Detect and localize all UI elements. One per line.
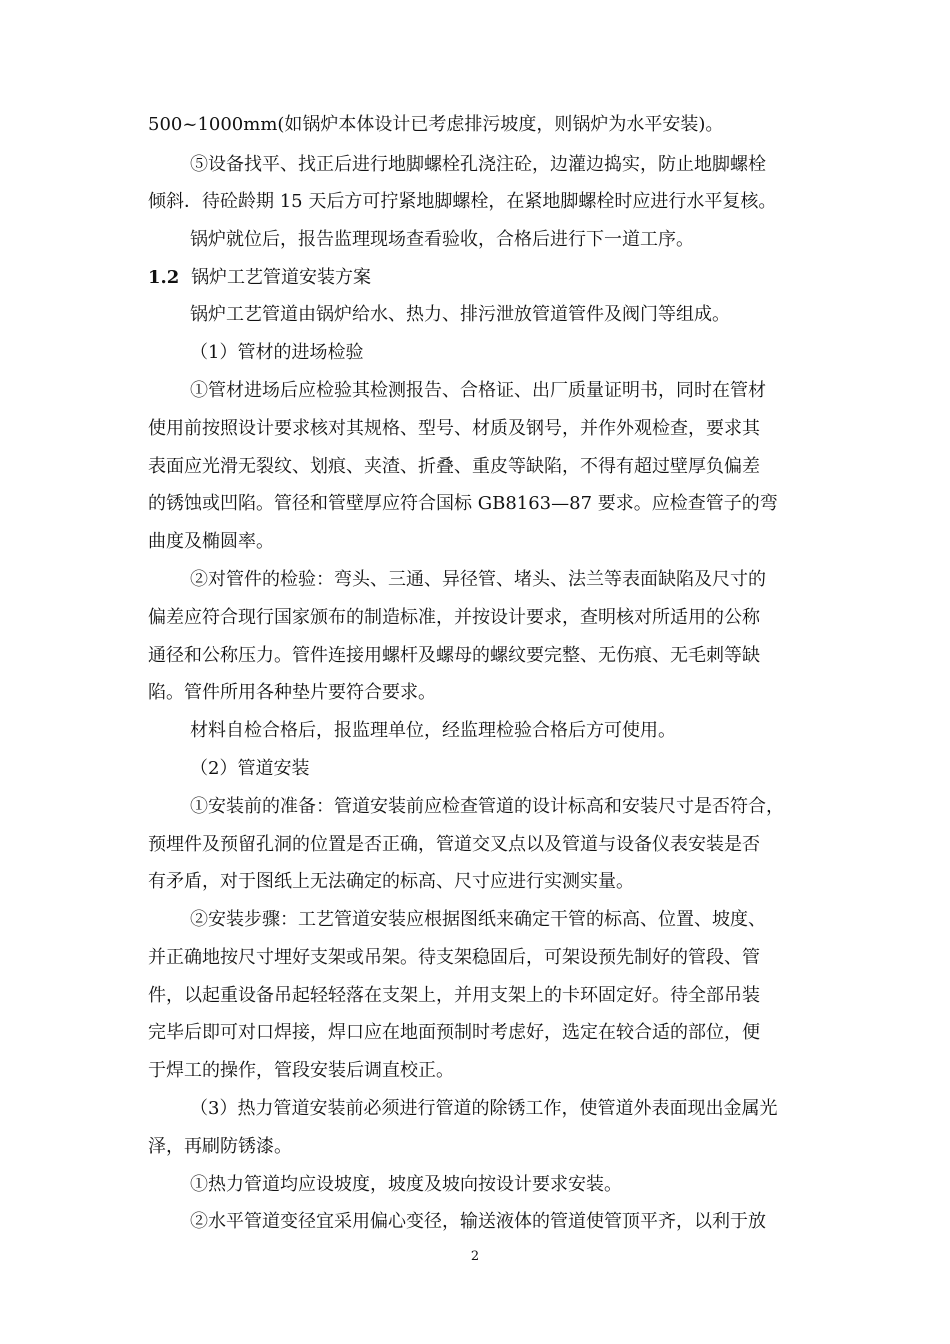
section-heading-text: 锅炉工艺管道安装方案 <box>191 267 372 288</box>
text-line: 泽，再刷防锈漆。 <box>148 1136 292 1157</box>
text-line: 完毕后即可对口焊接，焊口应在地面预制时考虑好，选定在较合适的部位，便 <box>148 1022 760 1043</box>
text-line: 预埋件及预留孔洞的位置是否正确，管道交叉点以及管道与设备仪表安装是否 <box>148 834 760 855</box>
text-line: 的锈蚀或凹陷。管径和管壁厚应符合国标 GB8163—87 要求。应检查管子的弯 <box>148 493 778 514</box>
text-line: ①安装前的准备：管道安装前应检查管道的设计标高和安装尺寸是否符合， <box>190 796 784 817</box>
text-line: 于焊工的操作，管段安装后调直校正。 <box>148 1060 454 1081</box>
text-line: ①管材进场后应检验其检测报告、合格证、出厂质量证明书，同时在管材 <box>190 380 766 401</box>
text-line: ①热力管道均应设坡度，坡度及坡向按设计要求安装。 <box>190 1174 622 1195</box>
text-line: 曲度及椭圆率。 <box>148 531 274 552</box>
text-line: 偏差应符合现行国家颁布的制造标准，并按设计要求，查明核对所适用的公称 <box>148 607 760 628</box>
section-heading <box>148 266 371 290</box>
subheading-line: （2）管道安装 <box>190 758 310 779</box>
text-line: ②对管件的检验：弯头、三通、异径管、堵头、法兰等表面缺陷及尺寸的 <box>190 569 766 590</box>
text-line: 材料自检合格后，报监理单位，经监理检验合格后方可使用。 <box>190 720 676 741</box>
text-line: 锅炉工艺管道由锅炉给水、热力、排污泄放管道管件及阀门等组成。 <box>190 304 730 325</box>
text-line: 500~1000mm(如锅炉本体设计已考虑排污坡度，则锅炉为水平安装)。 <box>148 114 724 135</box>
text-line: 通径和公称压力。管件连接用螺杆及螺母的螺纹要完整、无伤痕、无毛刺等缺 <box>148 645 760 666</box>
text-line: 锅炉就位后，报告监理现场查看验收，合格后进行下一道工序。 <box>190 229 694 250</box>
text-line: 件，以起重设备吊起轻轻落在支架上，并用支架上的卡环固定好。待全部吊装 <box>148 985 760 1006</box>
text-line: 倾斜．待砼龄期 15 天后方可拧紧地脚螺栓，在紧地脚螺栓时应进行水平复核。 <box>148 191 777 212</box>
text-line: ②水平管道变径宜采用偏心变径，输送液体的管道使管顶平齐，以利于放 <box>190 1211 766 1232</box>
text-line: ⑤设备找平、找正后进行地脚螺栓孔浇注砼，边灌边捣实，防止地脚螺栓 <box>190 154 766 175</box>
section-heading-number: 1.2 <box>148 267 180 288</box>
text-line: 并正确地按尺寸埋好支架或吊架。待支架稳固后，可架设预先制好的管段、管 <box>148 947 760 968</box>
text-line: 使用前按照设计要求核对其规格、型号、材质及钢号，并作外观检查，要求其 <box>148 418 760 439</box>
text-line: 表面应光滑无裂纹、划痕、夹渣、折叠、重皮等缺陷，不得有超过壁厚负偏差 <box>148 456 760 477</box>
text-line: ②安装步骤：工艺管道安装应根据图纸来确定干管的标高、位置、坡度、 <box>190 909 766 930</box>
text-line: （3）热力管道安装前必须进行管道的除锈工作，使管道外表面现出金属光 <box>190 1098 778 1119</box>
page-number: 2 <box>470 1249 480 1264</box>
text-line: 陷。管件所用各种垫片要符合要求。 <box>148 682 436 703</box>
text-line: 有矛盾，对于图纸上无法确定的标高、尺寸应进行实测实量。 <box>148 871 634 892</box>
subheading-line: （1）管材的进场检验 <box>190 342 364 363</box>
